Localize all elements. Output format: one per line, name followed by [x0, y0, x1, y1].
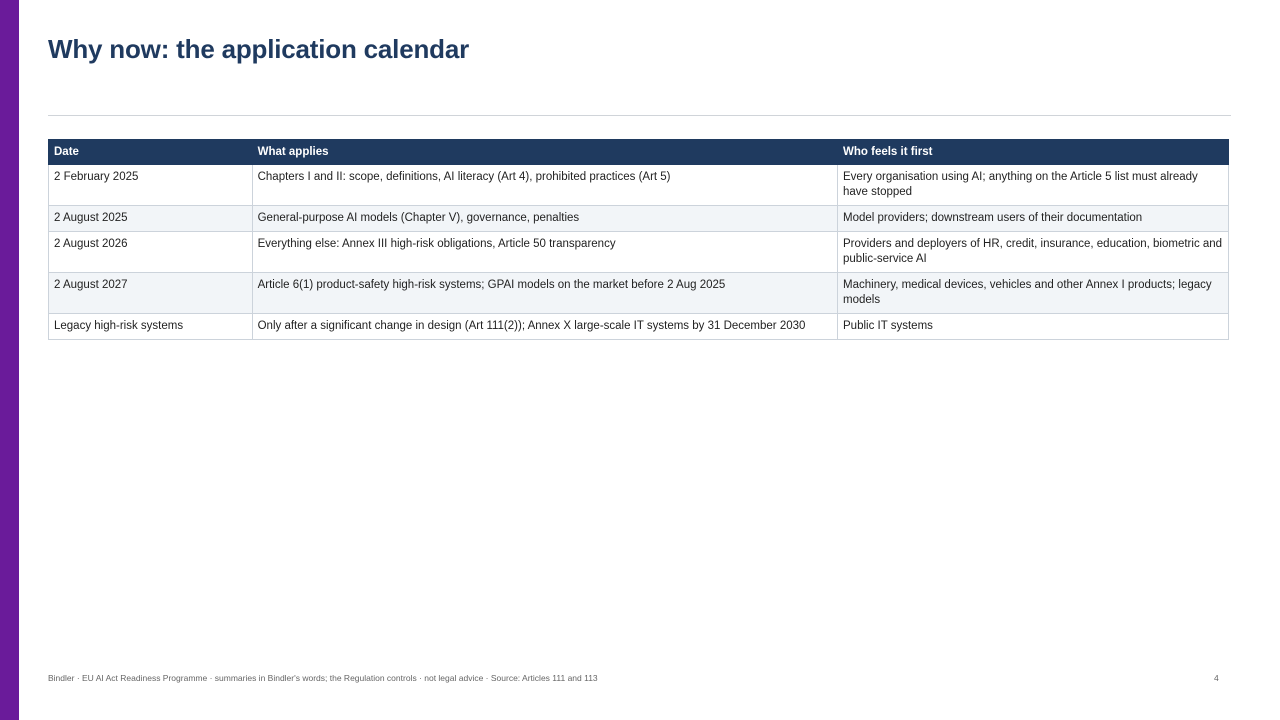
cell-what-applies: Everything else: Annex III high-risk obligations, Article 50 transparency: [252, 232, 837, 273]
cell-date: 2 August 2025: [49, 206, 253, 232]
table-row: [49, 232, 1229, 273]
cell-date: Legacy high-risk systems: [49, 314, 253, 340]
page-number: 4: [1214, 673, 1219, 683]
table-row: [49, 273, 1229, 314]
header-who-feels-it-first: Who feels it first: [838, 140, 1229, 165]
cell-date: 2 August 2026: [49, 232, 253, 273]
page-title: Why now: the application calendar: [48, 34, 470, 64]
cell-what-applies: General-purpose AI models (Chapter V), governance, penalties: [252, 206, 837, 232]
accent-bar: [0, 0, 19, 720]
cell-date: 2 August 2027: [49, 273, 253, 314]
table-row: [49, 206, 1229, 232]
cell-what-applies: Only after a significant change in design (Art 111(2)); Annex X large-scale IT systems by 31 December 2030: [252, 314, 837, 340]
footer-source-note: Bindler · EU AI Act Readiness Programme · summaries in Bindler's words; the Regulation controls · not legal advice · Source: Articles 111 and 113: [48, 673, 598, 683]
table-row: [49, 314, 1229, 340]
cell-who-feels-it-first: Machinery, medical devices, vehicles and other Annex I products; legacy models: [838, 273, 1229, 314]
cell-who-feels-it-first: Every organisation using AI; anything on the Article 5 list must already have stopped: [838, 165, 1229, 206]
cell-who-feels-it-first: Model providers; downstream users of their documentation: [838, 206, 1229, 232]
cell-who-feels-it-first: Public IT systems: [838, 314, 1229, 340]
cell-what-applies: Chapters I and II: scope, definitions, AI literacy (Art 4), prohibited practices (Art 5): [252, 165, 837, 206]
cell-what-applies: Article 6(1) product-safety high-risk systems; GPAI models on the market before 2 Aug 2025: [252, 273, 837, 314]
cell-date: 2 February 2025: [49, 165, 253, 206]
header-what-applies: What applies: [252, 140, 837, 165]
cell-who-feels-it-first: Providers and deployers of HR, credit, insurance, education, biometric and public-service AI: [838, 232, 1229, 273]
table-header-row: [49, 140, 1229, 165]
header-date: Date: [49, 140, 253, 165]
title-divider: [48, 115, 1231, 116]
application-calendar-table: [48, 139, 1229, 340]
table-row: [49, 165, 1229, 206]
